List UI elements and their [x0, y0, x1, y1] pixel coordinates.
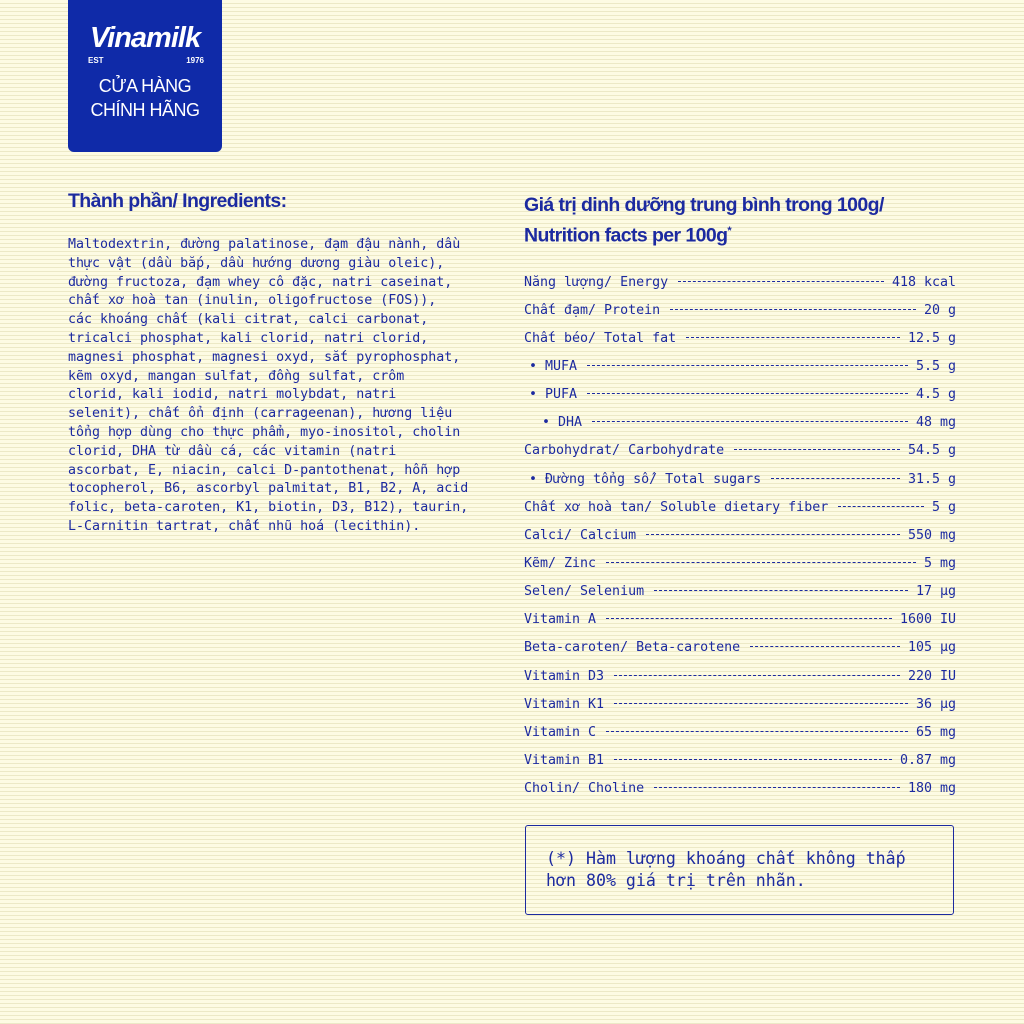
nutrition-label: Vitamin B1 — [524, 752, 605, 768]
nutrition-value: 105 µg — [907, 640, 956, 656]
nutrition-row — [524, 409, 956, 437]
nutrition-label: Selen/ Selenium — [524, 584, 645, 600]
dotted-leader — [606, 731, 908, 732]
store-badge — [68, 0, 222, 152]
nutrition-value: 418 kcal — [891, 274, 956, 290]
nutrition-label: Chất đạm/ Protein — [524, 302, 661, 318]
nutrition-value: 36 µg — [915, 696, 956, 712]
dotted-leader — [587, 365, 908, 366]
dotted-leader — [587, 393, 908, 394]
nutrition-label: Vitamin A — [524, 612, 597, 628]
nutrition-label: Vitamin C — [524, 724, 597, 740]
brand-est-row — [88, 56, 204, 65]
nutrition-row — [524, 296, 956, 324]
nutrition-label: Beta-caroten/ Beta-carotene — [524, 640, 741, 656]
nutrition-value: 5 mg — [923, 555, 956, 571]
footnote-text: (*) Hàm lượng khoáng chất không thấp hơn 80% giá trị trên nhãn. — [546, 849, 906, 890]
nutrition-row — [524, 578, 956, 606]
dotted-leader — [606, 562, 916, 563]
badge-line-1: CỬA HÀNG — [98, 76, 192, 96]
dotted-leader — [750, 646, 900, 647]
nutrition-value: 48 mg — [915, 415, 956, 431]
dotted-leader — [686, 337, 900, 338]
nutrition-row — [524, 381, 956, 409]
nutrition-label: Chất xơ hoà tan/ Soluble dietary fiber — [524, 499, 829, 515]
dotted-leader — [614, 675, 900, 676]
nutrition-label: Vitamin K1 — [524, 696, 605, 712]
nutrition-label: Vitamin D3 — [524, 668, 605, 684]
nutrition-title — [524, 192, 884, 249]
nutrition-value: 220 IU — [907, 668, 956, 684]
dotted-leader — [654, 590, 908, 591]
dotted-leader — [654, 787, 900, 788]
nutrition-row — [524, 437, 956, 465]
ingredients-text: Maltodextrin, đường palatinose, đạm đậu nành, dầu thực vật (dầu bắp, dầu hướng dương giàu oleic), đường fructoza, đạm whey cô đặc, natri caseinat, chất xơ hoà tan (inulin, oligofructose (FOS)), các khoáng chất (kali citrat, calci carbonat, tricalci phosphat, kali clorid, natri clorid, magnesi phosphat, magnesi oxyd, sắt pyrophosphat, kẽm oxyd, mangan sulfat, đồng sulfat, crôm clorid, kali iodid, natri molybdat, natri selenit), chất ổn định (carrageenan), hương liệu tổng hợp dùng cho thực phẩm, myo-inositol, cholin clorid, DHA từ dầu cá, các vitamin (natri ascorbat, E, niacin, calci D-pantothenat, hỗn hợp tocopherol, B6, ascorbyl palmitat, B1, B2, A, acid folic, beta-caroten, K1, biotin, D3, B12), taurin, L-Carnitin tartrat, chất nhũ hoá (lecithin). — [68, 237, 469, 534]
nutrition-value: 12.5 g — [907, 330, 956, 346]
nutrition-row — [524, 775, 956, 803]
nutrition-label: Cholin/ Choline — [524, 781, 645, 797]
dotted-leader — [670, 309, 916, 310]
dotted-leader — [838, 506, 924, 507]
nutrition-row — [524, 634, 956, 662]
dotted-leader — [592, 421, 908, 422]
nutrition-value: 4.5 g — [915, 387, 956, 403]
dotted-leader — [678, 281, 884, 282]
nutrition-row — [524, 268, 956, 296]
nutrition-label: Carbohydrat/ Carbohydrate — [524, 443, 725, 459]
ingredients-title: Thành phần/ Ingredients: — [68, 190, 287, 212]
nutrition-row — [524, 521, 956, 549]
nutrition-value: 17 µg — [915, 584, 956, 600]
nutrition-label: • PUFA — [529, 387, 578, 403]
nutrition-row — [524, 549, 956, 577]
brand-est: EST — [88, 56, 104, 65]
nutrition-label: Chất béo/ Total fat — [524, 330, 677, 346]
nutrition-value: 65 mg — [915, 724, 956, 740]
dotted-leader — [614, 759, 892, 760]
nutrition-value: 0.87 mg — [899, 752, 956, 768]
nutrition-row — [524, 746, 956, 774]
nutrition-label: Calci/ Calcium — [524, 527, 637, 543]
nutrition-row — [524, 690, 956, 718]
nutrition-title-line-1: Giá trị dinh dưỡng trung bình trong 100g/ — [524, 194, 884, 216]
badge-line-2: CHÍNH HÃNG — [90, 100, 200, 120]
nutrition-value: 31.5 g — [907, 471, 956, 487]
nutrition-title-line-2: Nutrition facts per 100g — [524, 224, 728, 247]
nutrition-row — [524, 718, 956, 746]
nutrition-value: 54.5 g — [907, 443, 956, 459]
nutrition-row — [524, 352, 956, 380]
nutrition-label: Năng lượng/ Energy — [524, 274, 669, 290]
nutrition-label: Kẽm/ Zinc — [524, 555, 597, 571]
brand-logo: Vinamilk — [89, 22, 201, 54]
nutrition-row — [524, 465, 956, 493]
dotted-leader — [606, 618, 892, 619]
brand-year: 1976 — [186, 56, 204, 65]
nutrition-value: 20 g — [923, 302, 956, 318]
dotted-leader — [771, 478, 900, 479]
nutrition-value: 1600 IU — [899, 612, 956, 628]
dotted-leader — [614, 703, 908, 704]
nutrition-label: • DHA — [542, 415, 583, 431]
nutrition-row — [524, 324, 956, 352]
nutrition-row — [524, 606, 956, 634]
nutrition-label: • MUFA — [529, 358, 578, 374]
nutrition-title-mark: * — [727, 225, 732, 237]
nutrition-value: 5.5 g — [915, 358, 956, 374]
nutrition-value: 5 g — [931, 499, 956, 515]
nutrition-row — [524, 662, 956, 690]
nutrition-row — [524, 493, 956, 521]
dotted-leader — [646, 534, 900, 535]
nutrition-value: 180 mg — [907, 781, 956, 797]
footnote-box — [525, 825, 954, 915]
nutrition-value: 550 mg — [907, 527, 956, 543]
nutrition-label: • Đường tổng số/ Total sugars — [529, 471, 762, 487]
dotted-leader — [734, 449, 900, 450]
nutrition-table — [524, 268, 956, 803]
